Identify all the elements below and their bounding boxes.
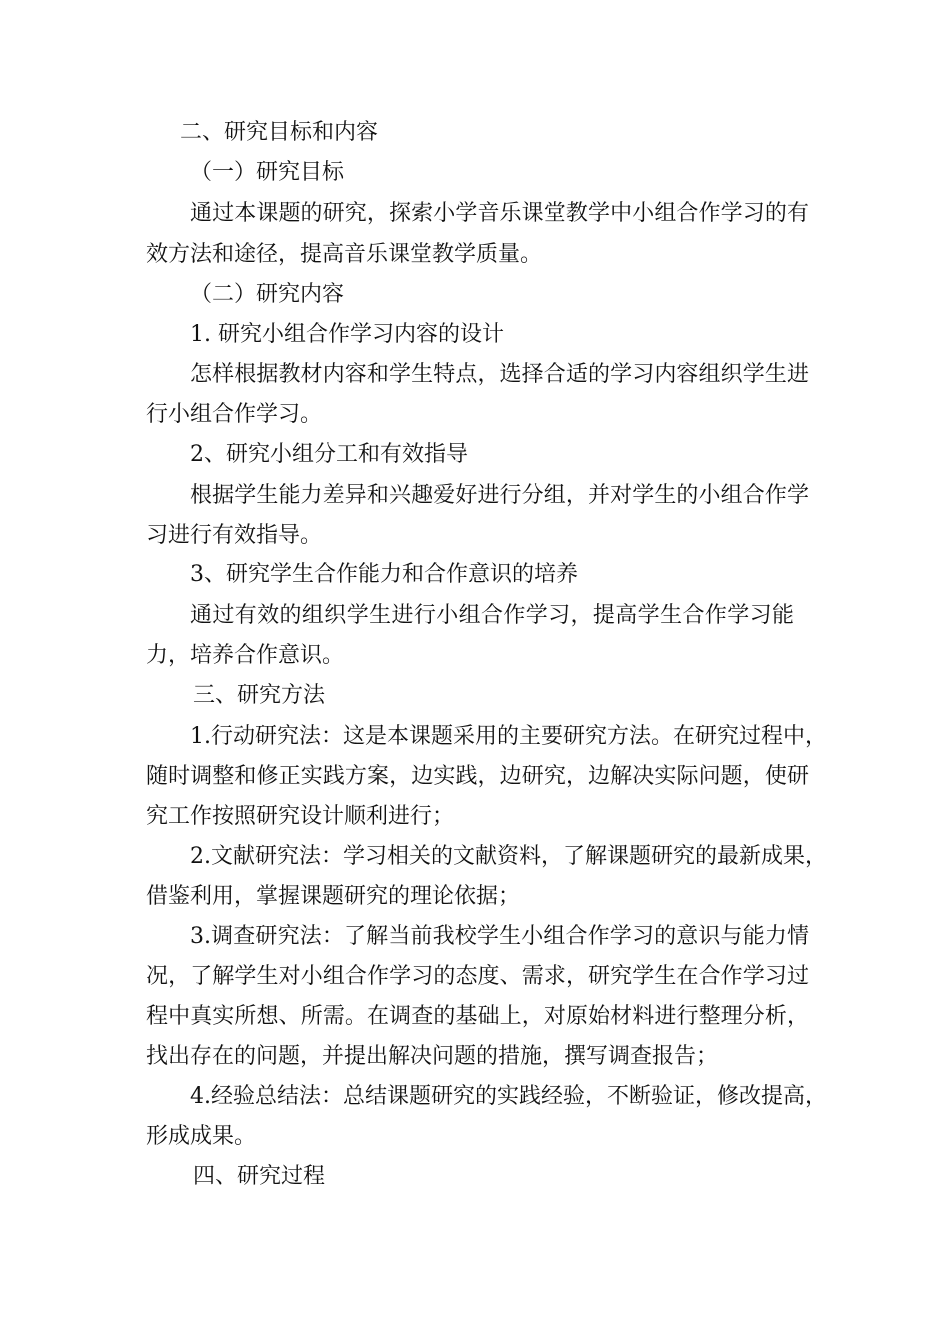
method-line: 找出存在的问题，并提出解决问题的措施，撰写调查报告； [146, 1044, 719, 1069]
method-line: 4.经验总结法：总结课题研究的实践经验，不断验证，修改提高， [190, 1084, 827, 1109]
section-heading-methods: 三、研究方法 [193, 683, 326, 708]
paragraph-line: 效方法和途径，提高音乐课堂教学质量。 [146, 242, 543, 267]
method-line: 形成成果。 [146, 1124, 257, 1149]
content-item-heading: 2、研究小组分工和有效指导 [190, 442, 468, 467]
paragraph-line: 怎样根据教材内容和学生特点，选择合适的学习内容组织学生进 [190, 362, 809, 387]
paragraph-line: 习进行有效指导。 [146, 523, 323, 548]
content-item-heading: 1. 研究小组合作学习内容的设计 [190, 322, 504, 347]
paragraph-line: 根据学生能力差异和兴趣爱好进行分组，并对学生的小组合作学 [190, 483, 809, 508]
content-item-heading: 3、研究学生合作能力和合作意识的培养 [190, 562, 578, 587]
method-line: 3.调查研究法：了解当前我校学生小组合作学习的意识与能力情 [190, 924, 809, 949]
method-line: 究工作按照研究设计顺利进行； [146, 804, 455, 829]
method-line: 1.行动研究法：这是本课题采用的主要研究方法。在研究过程中， [190, 724, 827, 749]
method-line: 借鉴利用，掌握课题研究的理论依据； [146, 884, 521, 909]
method-line: 程中真实所想、所需。在调查的基础上，对原始材料进行整理分析， [146, 1004, 809, 1029]
paragraph-line: 行小组合作学习。 [146, 402, 323, 427]
section-heading-objectives-content: 二、研究目标和内容 [180, 120, 379, 145]
paragraph-line: 力，培养合作意识。 [146, 643, 345, 668]
section-heading-process: 四、研究过程 [193, 1164, 326, 1189]
subsection-heading-content: （二）研究内容 [190, 282, 345, 307]
paragraph-line: 通过有效的组织学生进行小组合作学习，提高学生合作学习能 [190, 603, 794, 628]
method-line: 2.文献研究法：学习相关的文献资料，了解课题研究的最新成果， [190, 844, 827, 869]
method-line: 随时调整和修正实践方案，边实践，边研究，边解决实际问题，使研 [146, 764, 809, 789]
paragraph-line: 通过本课题的研究，探索小学音乐课堂教学中小组合作学习的有 [190, 201, 809, 226]
subsection-heading-objectives: （一）研究目标 [190, 160, 345, 185]
method-line: 况，了解学生对小组合作学习的态度、需求，研究学生在合作学习过 [146, 964, 809, 989]
